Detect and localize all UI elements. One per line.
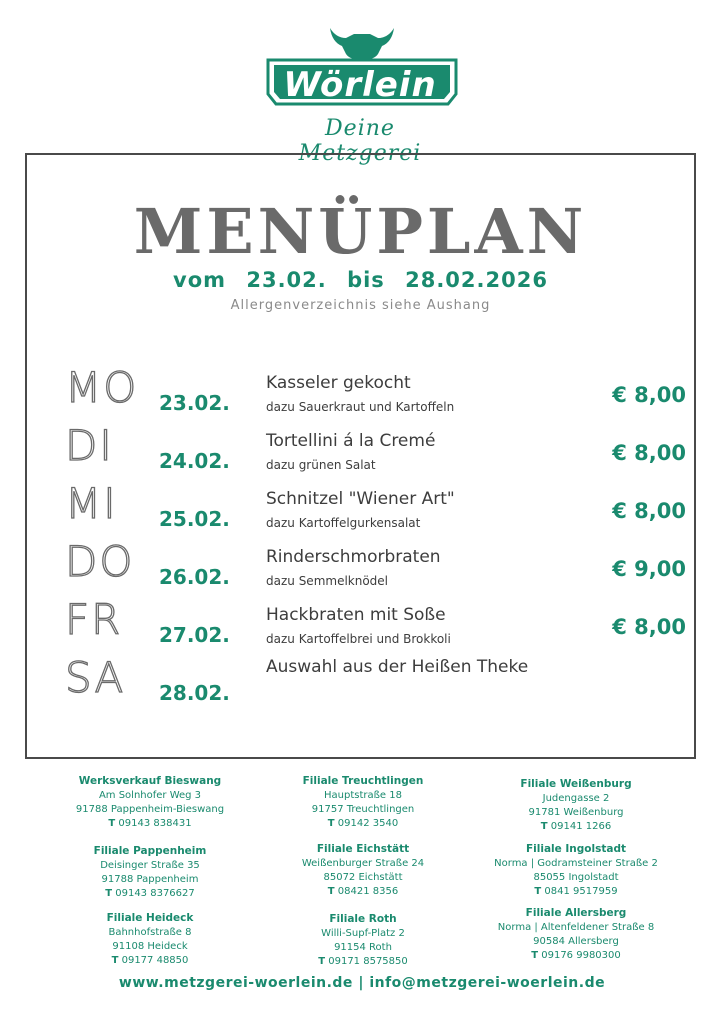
- dish-price: € 8,00: [612, 499, 686, 523]
- menu-row-di: [27, 423, 694, 481]
- branch-street: Deisinger Straße 35: [100, 860, 200, 871]
- branch-name: Filiale Roth: [329, 913, 397, 925]
- branch-name: Filiale Pappenheim: [93, 845, 207, 857]
- phone-label: T: [111, 955, 119, 966]
- range-from-label: vom: [173, 268, 227, 292]
- phone-label: T: [327, 886, 335, 897]
- phone-label: T: [108, 818, 116, 829]
- branch-street: Weißenburger Straße 24: [301, 858, 425, 869]
- branch-bieswang: [50, 774, 250, 831]
- phone-label: T: [318, 956, 326, 967]
- day-date: 26.02.: [159, 565, 230, 589]
- branch-name: Filiale Eichstätt: [316, 843, 410, 855]
- logo-tagline: Deine Metzgerei: [298, 116, 422, 166]
- phone-number: 09176 9980300: [541, 950, 621, 961]
- dish-price: € 8,00: [612, 615, 686, 639]
- dish-side: dazu Kartoffelbrei und Brokkoli: [266, 632, 451, 646]
- menu-row-mi: [27, 481, 694, 539]
- branch-city: 90584 Allersberg: [533, 936, 619, 947]
- range-from: 23.02.: [246, 268, 327, 292]
- branch-city: 91154 Roth: [334, 942, 392, 953]
- phone-label: T: [531, 950, 539, 961]
- branch-street: Bahnhofstraße 8: [108, 927, 192, 938]
- branch-phone: [50, 817, 250, 831]
- date-range: [27, 268, 694, 292]
- day-date: 24.02.: [159, 449, 230, 473]
- menu-frame: [25, 153, 696, 759]
- menu-row-sa: [27, 655, 694, 713]
- branch-roth: [263, 912, 463, 969]
- branch-pappenheim: [50, 844, 250, 901]
- branch-city: 85055 Ingolstadt: [533, 872, 619, 883]
- day-label: DO: [65, 537, 135, 586]
- phone-number: 09141 1266: [550, 821, 612, 832]
- phone-label: T: [327, 818, 335, 829]
- brand-logo: [262, 20, 462, 166]
- menu-row-mo: [27, 365, 694, 423]
- dish-name: Schnitzel "Wiener Art": [266, 489, 455, 509]
- branch-heideck: [50, 911, 250, 968]
- branch-ingolstadt: [476, 842, 676, 899]
- branch-weissenburg: [476, 777, 676, 834]
- dish-side: dazu Semmelknödel: [266, 574, 389, 588]
- phone-number: 0841 9517959: [544, 886, 618, 897]
- branch-city: 91788 Pappenheim-Bieswang: [75, 804, 225, 815]
- day-label: MI: [65, 479, 118, 528]
- dish-name: Hackbraten mit Soße: [266, 605, 446, 625]
- day-label: MO: [65, 363, 139, 412]
- dish-price: € 8,00: [612, 441, 686, 465]
- phone-number: 09142 3540: [337, 818, 399, 829]
- menu-title: MENÜPLAN: [133, 195, 588, 268]
- phone-number: 09177 48850: [121, 955, 189, 966]
- dish-side: dazu Kartoffelgurkensalat: [266, 516, 421, 530]
- phone-label: T: [540, 821, 548, 832]
- branch-name: Filiale Weißenburg: [520, 778, 632, 790]
- dish-side: dazu Sauerkraut und Kartoffeln: [266, 400, 455, 414]
- branch-city: 85072 Eichstätt: [323, 872, 403, 883]
- branch-phone: [263, 885, 463, 899]
- branch-city: 91108 Heideck: [112, 941, 188, 952]
- branch-phone: [50, 887, 250, 901]
- logo-wordmark: Wörlein: [283, 65, 437, 105]
- day-date: 27.02.: [159, 623, 230, 647]
- dish-name: Tortellini á la Cremé: [266, 431, 436, 451]
- footer-contact: [0, 975, 724, 991]
- branch-name: Werksverkauf Bieswang: [78, 775, 222, 787]
- phone-number: 09143 8376627: [115, 888, 195, 899]
- branch-city: 91757 Treuchtlingen: [311, 804, 415, 815]
- allergen-note: Allergenverzeichnis siehe Aushang: [230, 298, 491, 313]
- branch-phone: [50, 954, 250, 968]
- day-date: 25.02.: [159, 507, 230, 531]
- day-label: DI: [65, 421, 114, 470]
- dish-name: Rinderschmorbraten: [266, 547, 441, 567]
- phone-label: T: [534, 886, 542, 897]
- branch-city: 91788 Pappenheim: [101, 874, 199, 885]
- branch-street: Am Solnhofer Weg 3: [98, 790, 202, 801]
- branch-street: Willi-Supf-Platz 2: [321, 928, 405, 939]
- day-date: 23.02.: [159, 391, 230, 415]
- dish-name: Auswahl aus der Heißen Theke: [266, 657, 529, 677]
- branch-allersberg: [476, 906, 676, 963]
- menu-row-do: [27, 539, 694, 597]
- dish-price: € 9,00: [612, 557, 686, 581]
- branch-phone: [476, 820, 676, 834]
- branch-treuchtlingen: [263, 774, 463, 831]
- phone-label: T: [105, 888, 113, 899]
- phone-number: 09171 8575850: [328, 956, 408, 967]
- website-link[interactable]: www.metzgerei-woerlein.de: [118, 975, 353, 991]
- day-date: 28.02.: [159, 681, 230, 705]
- branch-name: Filiale Allersberg: [525, 907, 627, 919]
- branch-street: Hauptstraße 18: [324, 790, 402, 801]
- phone-number: 09143 838431: [118, 818, 192, 829]
- branch-city: 91781 Weißenburg: [528, 807, 624, 818]
- branch-eichstaett: [263, 842, 463, 899]
- branch-phone: [476, 949, 676, 963]
- branch-name: Filiale Treuchtlingen: [302, 775, 424, 787]
- day-label: SA: [65, 653, 126, 702]
- branch-street: Norma | Altenfeldener Straße 8: [497, 922, 655, 933]
- branch-phone: [476, 885, 676, 899]
- phone-number: 08421 8356: [337, 886, 399, 897]
- branch-phone: [263, 817, 463, 831]
- branch-street: Judengasse 2: [542, 793, 610, 804]
- range-to: 28.02.2026: [405, 268, 548, 292]
- dish-side: dazu grünen Salat: [266, 458, 376, 472]
- email-link[interactable]: info@metzgerei-woerlein.de: [369, 975, 606, 991]
- branch-street: Norma | Godramsteiner Straße 2: [494, 858, 658, 869]
- dish-name: Kasseler gekocht: [266, 373, 411, 393]
- day-label: FR: [65, 595, 123, 644]
- branch-name: Filiale Heideck: [106, 912, 194, 924]
- branch-phone: [263, 955, 463, 969]
- footer-separator: |: [358, 975, 364, 991]
- menu-row-fr: [27, 597, 694, 655]
- branch-name: Filiale Ingolstadt: [525, 843, 627, 855]
- range-to-label: bis: [347, 268, 385, 292]
- dish-price: € 8,00: [612, 383, 686, 407]
